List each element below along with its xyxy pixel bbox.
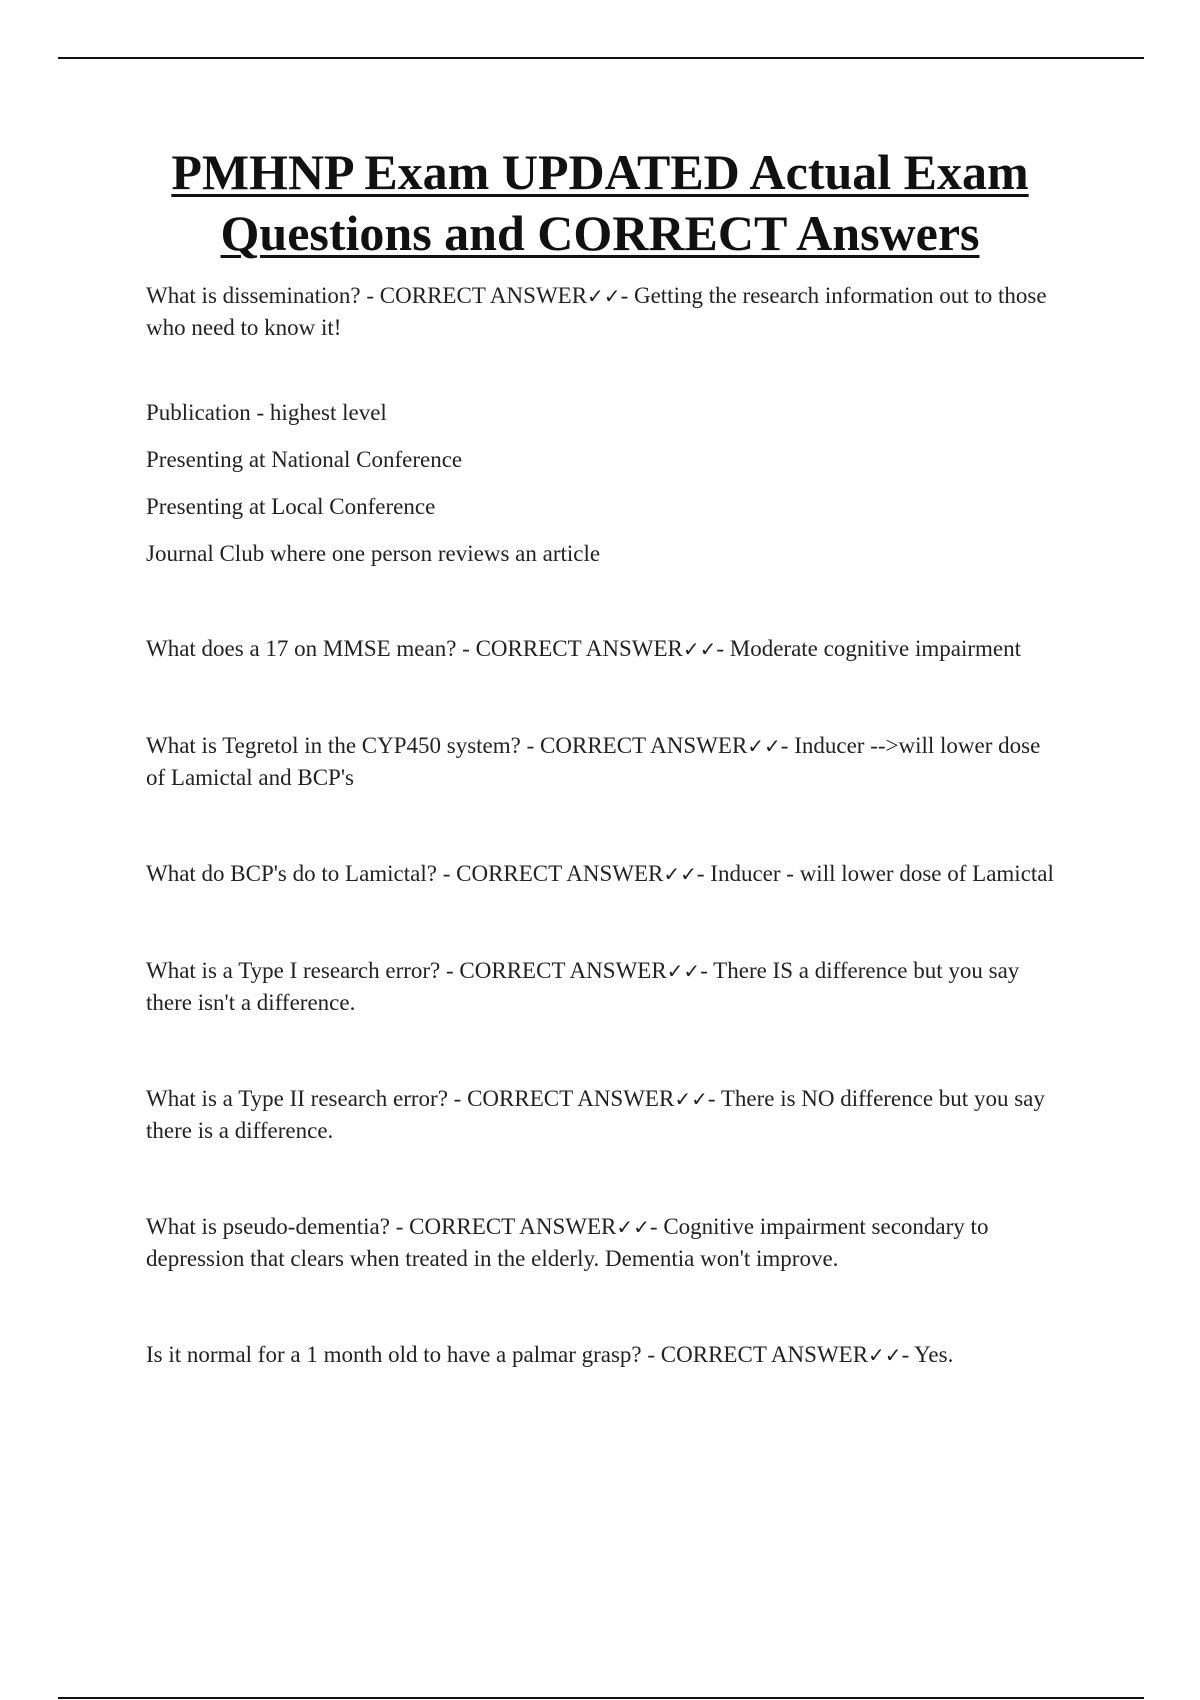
level-item: Publication - highest level [146,400,387,425]
dissemination-levels [146,397,1061,569]
check-icon: ✓✓ [747,734,781,758]
qa-item-4: What do BCP's do to Lamictal? - CORRECT ANSWER✓✓- Inducer - will lower dose of Lamictal [146,861,1054,886]
qa-item-8: Is it normal for a 1 month old to have a palmar grasp? - CORRECT ANSWER✓✓- Yes. [146,1342,954,1367]
level-item: Presenting at National Conference [146,447,463,472]
page-title [80,142,1120,264]
bottom-rule [58,1697,1144,1699]
check-icon: ✓✓ [868,1343,902,1367]
top-rule [58,57,1144,59]
qa-item-3: What is Tegretol in the CYP450 system? - CORRECT ANSWER✓✓- Inducer -->will lower dose of Lamictal and BCP's [146,733,1041,790]
qa-content [146,280,1061,1371]
level-item: Presenting at Local Conference [146,494,436,519]
level-item: Journal Club where one person reviews an article [146,541,601,566]
check-icon: ✓✓ [666,959,701,983]
qa-item-5: What is a Type I research error? - CORRECT ANSWER✓✓- There IS a difference but you say there isn't a difference. [146,958,1020,1015]
check-icon: ✓✓ [674,1087,708,1111]
qa-item-7: What is pseudo-dementia? - CORRECT ANSWER✓✓- Cognitive impairment secondary to depression that clears when treated in the elderly. Dementia won't improve. [146,1214,989,1271]
qa-item-2: What does a 17 on MMSE mean? - CORRECT ANSWER✓✓- Moderate cognitive impairment [146,636,1022,661]
qa-item-6: What is a Type II research error? - CORRECT ANSWER✓✓- There is NO difference but you say there is a difference. [146,1086,1045,1143]
check-icon: ✓✓ [682,637,717,661]
check-icon: ✓✓ [663,862,697,886]
title-line-2: Questions and CORRECT Answers [220,205,980,261]
check-icon: ✓✓ [616,1215,650,1239]
check-icon: ✓✓ [587,284,621,308]
qa-item-1: What is dissemination? - CORRECT ANSWER✓✓- Getting the research information out to those who need to know it! [146,283,1047,340]
title-line-1: PMHNP Exam UPDATED Actual Exam [171,144,1029,200]
